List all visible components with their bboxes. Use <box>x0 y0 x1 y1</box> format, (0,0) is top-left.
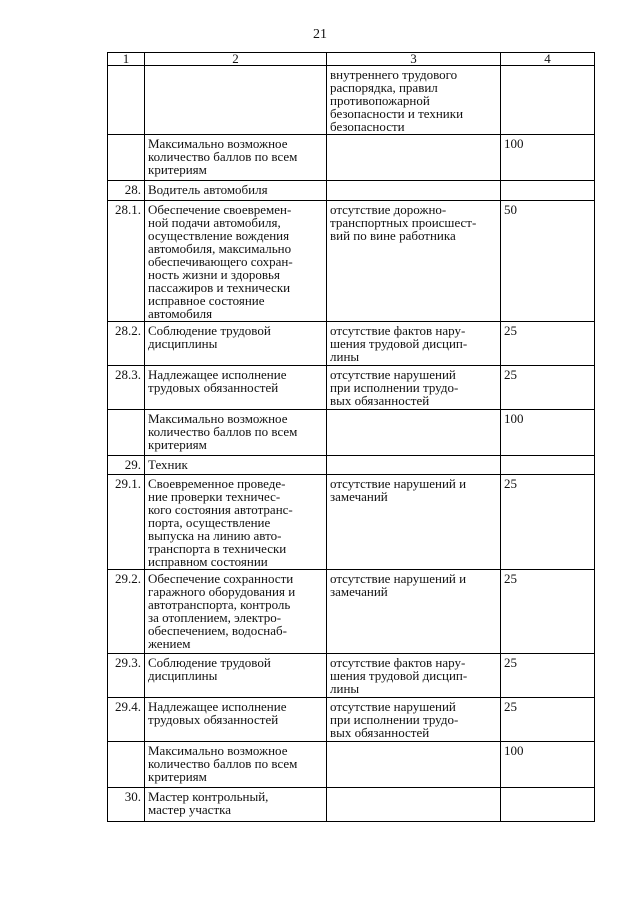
indicator-line: безопасности <box>330 119 405 134</box>
criterion-cell <box>145 366 327 410</box>
criterion-line: автомобиля, максимально <box>148 241 292 256</box>
table-row <box>108 201 595 322</box>
indicator-cell <box>327 475 501 570</box>
table-row <box>108 456 595 475</box>
indicator-line: замечаний <box>330 584 388 599</box>
criterion-line: Максимально возможное <box>148 136 288 151</box>
indicator-cell <box>327 366 501 410</box>
criterion-line: исправном состоянии <box>148 554 268 569</box>
criterion-line: порта, осуществление <box>148 515 271 530</box>
score-cell: 25 <box>501 322 595 366</box>
score-cell <box>501 181 595 201</box>
page-number: 21 <box>313 27 327 42</box>
criterion-line: количество баллов по всем <box>148 424 298 439</box>
score-cell: 25 <box>501 570 595 654</box>
criterion-line: гаражного оборудования и <box>148 584 296 599</box>
indicator-line: вых обязанностей <box>330 725 430 740</box>
item-number <box>108 66 145 135</box>
indicator-line: шения трудовой дисцип- <box>330 336 468 351</box>
criteria-table-body <box>108 53 595 822</box>
indicator-line: распорядка, правил <box>330 80 438 95</box>
criterion-line: Обеспечение сохранности <box>148 571 294 586</box>
table-row <box>108 788 595 822</box>
criterion-line: мастер участка <box>148 802 232 817</box>
table-row <box>108 322 595 366</box>
item-number: 29.4. <box>108 698 145 742</box>
indicator-cell <box>327 698 501 742</box>
indicator-line: лины <box>330 349 360 364</box>
indicator-line: отсутствие дорожно- <box>330 202 447 217</box>
indicator-cell <box>327 654 501 698</box>
table-row <box>108 66 595 135</box>
criterion-cell <box>145 410 327 456</box>
criterion-line: критериям <box>148 769 207 784</box>
criterion-line: Максимально возможное <box>148 743 288 758</box>
criterion-line: Надлежащее исполнение <box>148 699 287 714</box>
item-number: 29. <box>108 456 145 475</box>
indicator-line: отсутствие фактов нару- <box>330 323 466 338</box>
criterion-line: Обеспечение своевремен- <box>148 202 292 217</box>
table-row <box>108 654 595 698</box>
item-number: 28. <box>108 181 145 201</box>
indicator-line: внутреннего трудового <box>330 67 458 82</box>
criterion-line: критериям <box>148 437 207 452</box>
criterion-cell <box>145 788 327 822</box>
criterion-cell <box>145 570 327 654</box>
criterion-cell <box>145 654 327 698</box>
criterion-line: трудовых обязанностей <box>148 712 279 727</box>
criterion-line: автотранспорта, контроль <box>148 597 291 612</box>
score-cell: 25 <box>501 698 595 742</box>
criterion-line: за отоплением, электро- <box>148 610 282 625</box>
indicator-line: транспортных происшест- <box>330 215 477 230</box>
criterion-line: Максимально возможное <box>148 411 288 426</box>
table-row <box>108 135 595 181</box>
indicator-line: отсутствие нарушений <box>330 367 456 382</box>
item-number: 28.2. <box>108 322 145 366</box>
criterion-line: Соблюдение трудовой <box>148 655 271 670</box>
score-cell <box>501 456 595 475</box>
indicator-cell <box>327 181 501 201</box>
criterion-cell <box>145 698 327 742</box>
indicator-cell <box>327 570 501 654</box>
indicator-cell <box>327 135 501 181</box>
table-row <box>108 698 595 742</box>
indicator-cell <box>327 456 501 475</box>
indicator-line: при исполнении трудо- <box>330 712 459 727</box>
indicator-line: отсутствие нарушений <box>330 699 456 714</box>
indicator-line: отсутствие нарушений и <box>330 476 467 491</box>
criterion-cell <box>145 475 327 570</box>
item-number: 29.2. <box>108 570 145 654</box>
indicator-cell <box>327 788 501 822</box>
criterion-line: трудовых обязанностей <box>148 380 279 395</box>
criterion-cell <box>145 456 327 475</box>
column-number-1: 1 <box>108 53 145 66</box>
item-number <box>108 410 145 456</box>
indicator-cell <box>327 742 501 788</box>
indicator-line: при исполнении трудо- <box>330 380 459 395</box>
indicator-line: лины <box>330 681 360 696</box>
indicator-line: вых обязанностей <box>330 393 430 408</box>
item-number: 29.1. <box>108 475 145 570</box>
criterion-cell <box>145 742 327 788</box>
item-number: 28.1. <box>108 201 145 322</box>
table-row <box>108 410 595 456</box>
criterion-cell <box>145 201 327 322</box>
criterion-line: Соблюдение трудовой <box>148 323 271 338</box>
column-number-3: 3 <box>327 53 501 66</box>
indicator-cell <box>327 410 501 456</box>
criterion-line: кого состояния автотранс- <box>148 502 293 517</box>
indicator-line: противопожарной <box>330 93 430 108</box>
criterion-line: Надлежащее исполнение <box>148 367 287 382</box>
score-cell <box>501 66 595 135</box>
table-row <box>108 366 595 410</box>
item-number <box>108 135 145 181</box>
item-number: 28.3. <box>108 366 145 410</box>
score-cell: 100 <box>501 410 595 456</box>
score-cell <box>501 788 595 822</box>
table-row <box>108 570 595 654</box>
criterion-cell <box>145 181 327 201</box>
criterion-line: выпуска на линию авто- <box>148 528 282 543</box>
item-number <box>108 742 145 788</box>
indicator-line: отсутствие фактов нару- <box>330 655 466 670</box>
indicator-line: отсутствие нарушений и <box>330 571 467 586</box>
criterion-line: обеспечивающего сохран- <box>148 254 293 269</box>
column-number-2: 2 <box>145 53 327 66</box>
score-cell: 25 <box>501 654 595 698</box>
score-cell: 50 <box>501 201 595 322</box>
score-cell: 25 <box>501 366 595 410</box>
criterion-line: ние проверки техничес- <box>148 489 281 504</box>
criterion-cell <box>145 322 327 366</box>
item-number: 29.3. <box>108 654 145 698</box>
criterion-cell <box>145 66 327 135</box>
column-number-row <box>108 53 595 66</box>
criterion-line: исправное состояние <box>148 293 265 308</box>
score-cell: 100 <box>501 742 595 788</box>
indicator-line: замечаний <box>330 489 388 504</box>
criterion-line: ной подачи автомобиля, <box>148 215 281 230</box>
criterion-line: Мастер контрольный, <box>148 789 269 804</box>
criterion-line: критериям <box>148 162 207 177</box>
criterion-line: обеспечением, водоснаб- <box>148 623 287 638</box>
score-cell: 100 <box>501 135 595 181</box>
criterion-line: Своевременное проведе- <box>148 476 286 491</box>
criteria-table <box>107 52 595 822</box>
criterion-line: ность жизни и здоровья <box>148 267 280 282</box>
indicator-cell <box>327 201 501 322</box>
indicator-line: безопасности и техники <box>330 106 464 121</box>
indicator-cell <box>327 322 501 366</box>
indicator-line: вий по вине работника <box>330 228 456 243</box>
criterion-line: жением <box>148 636 191 651</box>
column-number-4: 4 <box>501 53 595 66</box>
table-row <box>108 742 595 788</box>
criterion-line: дисциплины <box>148 336 218 351</box>
indicator-cell <box>327 66 501 135</box>
criterion-line: дисциплины <box>148 668 218 683</box>
criterion-line: пассажиров и технически <box>148 280 291 295</box>
criterion-line: Водитель автомобиля <box>148 182 268 197</box>
criterion-line: количество баллов по всем <box>148 756 298 771</box>
criterion-line: автомобиля <box>148 306 213 321</box>
criterion-cell <box>145 135 327 181</box>
criterion-line: осуществление вождения <box>148 228 290 243</box>
indicator-line: шения трудовой дисцип- <box>330 668 468 683</box>
item-number: 30. <box>108 788 145 822</box>
criterion-line: транспорта в технически <box>148 541 287 556</box>
criterion-line: количество баллов по всем <box>148 149 298 164</box>
criterion-line: Техник <box>148 457 188 472</box>
table-row <box>108 475 595 570</box>
table-row <box>108 181 595 201</box>
score-cell: 25 <box>501 475 595 570</box>
